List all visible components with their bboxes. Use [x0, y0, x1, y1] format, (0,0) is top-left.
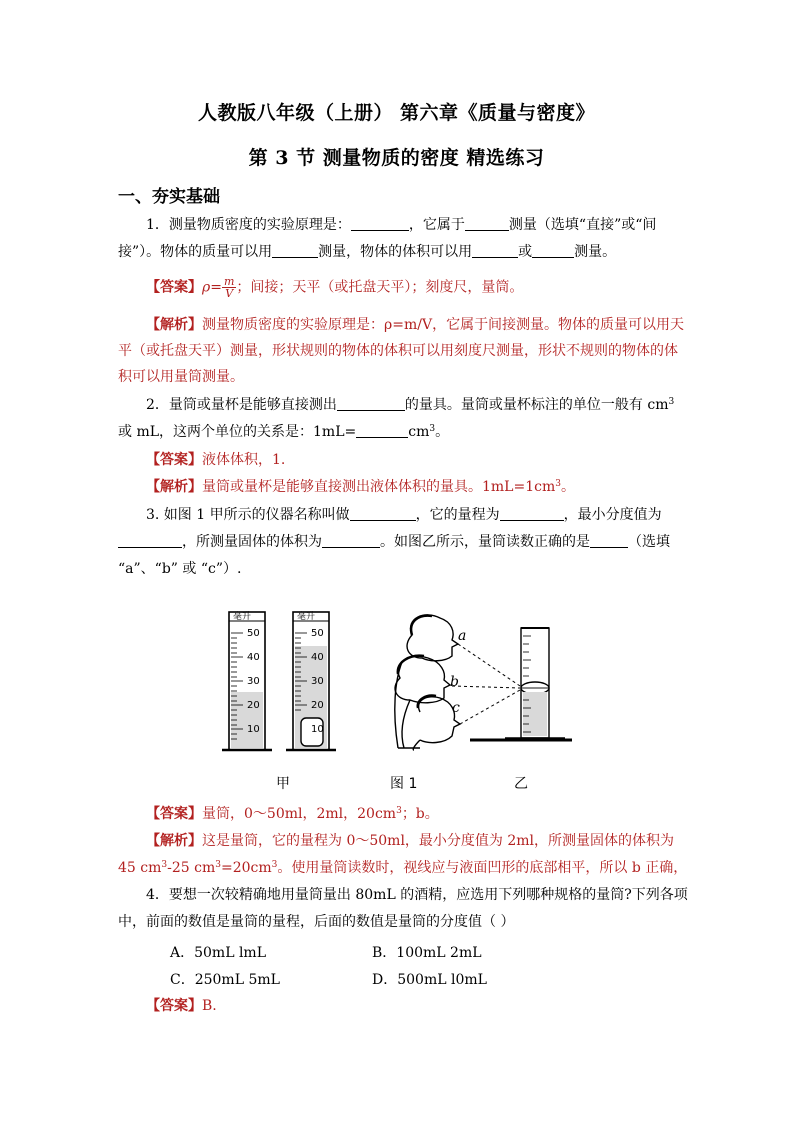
tick-10: 10: [247, 724, 260, 735]
eye-label-a: a: [458, 628, 467, 644]
q4-answer: 【答案】B.: [146, 998, 217, 1014]
q3-blank-1: [350, 506, 416, 521]
q3-blank-5: [590, 533, 628, 548]
q2-answer: 【答案】液体体积，1.: [146, 452, 286, 468]
tick-20: 20: [247, 700, 260, 711]
tick-20: 20: [311, 700, 324, 711]
eye-label-c: c: [452, 700, 460, 716]
q4-line2: 中，前面的数值是量筒的量程，后面的数值是量筒的分度值（ ）: [118, 914, 515, 930]
q1-blank-1: [351, 216, 409, 231]
q1-answer: 【答案】ρ= $\frac{m}{V}$ ；间接；天平（或托盘天平）；刻度尺，量筒。: [146, 275, 524, 300]
density-fraction: $\frac{m}{V}$: [223, 275, 235, 300]
q3-line2: ，所测量固体的体积为 。如图乙所示，量筒读数正确的是 （选填: [118, 533, 678, 552]
q3-answer: 【答案】量筒，0～50ml，2ml，$20cm^3$；b。: [146, 806, 439, 822]
q2-blank-2: [356, 423, 408, 438]
tick-50: 50: [247, 628, 260, 639]
q1-explanation-1: 【解析】测量物质密度的实验原理是：ρ=m/V，它属于间接测量。物体的质量可以用天: [146, 317, 685, 333]
q1-blank-4: [472, 243, 518, 258]
tick-30: 30: [247, 676, 260, 687]
q4-option-d: D．500mL l0mL: [372, 972, 487, 988]
section-heading: 一、夯实基础: [118, 187, 220, 207]
q3-line1: 3. 如图 1 甲所示的仪器名称叫做 ，它的量程为 ，最小分度值为: [146, 507, 662, 523]
cylinder-right: [286, 610, 336, 750]
q1-explanation-2: 平（或托盘天平）测量，形状规则的物体的体积可以用刻度尺测量，形状不规则的物体的体: [118, 343, 678, 359]
q3-blank-4: [322, 533, 380, 548]
q1-blank-3: [272, 243, 318, 258]
q1-blank-5: [532, 243, 574, 258]
q2-blank-1: [337, 396, 405, 411]
q4-option-a: A．50mL lmL: [170, 945, 266, 961]
q4-line1: 4．要想一次较精确地用量筒量出 80mL 的酒精，应选用下列哪种规格的量筒?下列各项: [146, 887, 688, 903]
q1-blank-2: [465, 216, 509, 231]
figure-1: [0, 600, 793, 800]
figure-label-right: 乙: [514, 776, 528, 792]
q1-line1: 1．测量物质密度的实验原理是： ，它属于 测量（选填“直接”或“间: [146, 217, 657, 233]
q3-line3: “a”、“b” 或 “c”）.: [118, 561, 242, 577]
q2-line2: 或 mL，这两个单位的关系是：$1mL= cm^3$。: [118, 424, 450, 440]
q2-explanation: 【解析】量筒或量杯是能够直接测出液体体积的量具。$1mL=1cm^3$。: [146, 479, 575, 495]
tick-40: 40: [311, 652, 324, 663]
q2-line1: 2．量筒或量杯是能够直接测出 的量具。量筒或量杯标注的单位一般有 $cm^3$: [146, 397, 675, 413]
tick-40: 40: [247, 652, 260, 663]
tick-30: 30: [311, 676, 324, 687]
tick-50: 50: [311, 628, 324, 639]
figure-caption: 图 1: [390, 776, 418, 792]
q4-option-b: B．100mL 2mL: [372, 945, 482, 961]
cylinder-left: [222, 610, 272, 750]
q1-line2: 接”）。物体的质量可以用 测量，物体的体积可以用 或 测量。: [118, 244, 617, 260]
document-title: 人教版八年级（上册） 第六章《质量与密度》: [197, 102, 596, 124]
sight-lines: [452, 644, 520, 724]
q3-blank-2: [500, 506, 564, 521]
cylinder-right-unit: 毫升: [297, 612, 316, 622]
figure-label-left: 甲: [276, 776, 290, 792]
q1-explanation-3: 积可以用量筒测量。: [118, 369, 244, 385]
q3-explanation-1: 【解析】这是量筒，它的量程为 0～50ml，最小分度值为 2ml，所测量固体的体积为: [146, 833, 675, 849]
cylinder-left-unit: 毫升: [233, 612, 252, 622]
document-subtitle: 第 3 节 测量物质的密度 精选练习: [248, 147, 545, 169]
q3-explanation-2: 45 $cm^3-25$ $cm^3=20cm^3$。使用量筒读数时，视线应与液面凹形的底部相平，所以 b 正确，: [118, 860, 688, 876]
q3-blank-3: [118, 533, 182, 548]
q4-option-c: C．250mL 5mL: [170, 972, 280, 988]
tick-10: 10: [311, 724, 324, 735]
eye-label-b: b: [450, 674, 459, 690]
